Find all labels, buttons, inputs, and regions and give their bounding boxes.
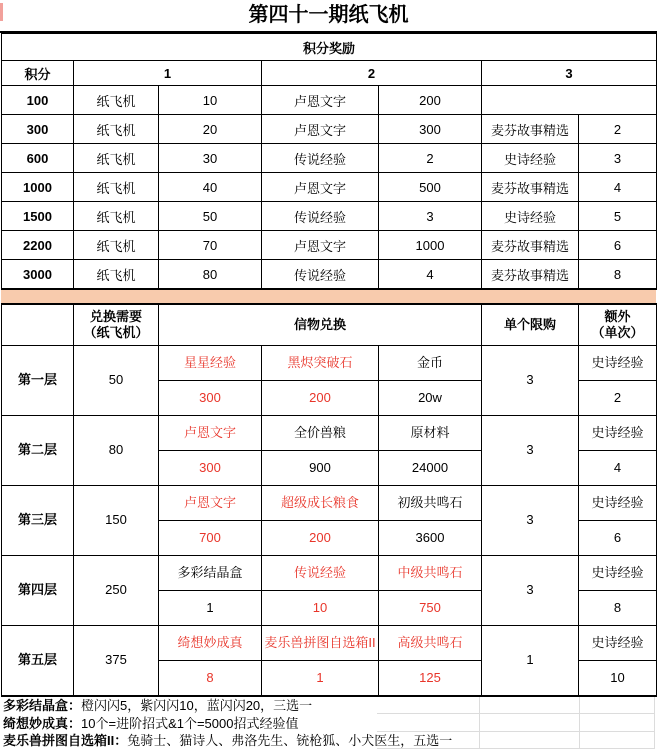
item-cell: 麦芬故事精选 <box>482 260 579 290</box>
qty-cell: 30 <box>159 144 262 173</box>
red-mark-left <box>0 3 3 21</box>
tier-row-names <box>2 416 657 451</box>
tier-cell: 第五层 <box>2 626 74 697</box>
limit-cell: 3 <box>482 416 579 486</box>
qty-cell: 3 <box>579 144 657 173</box>
limit-cell: 1 <box>482 626 579 697</box>
rewards-table <box>1 33 657 290</box>
page-title: 第四十一期纸飞机 <box>0 0 657 33</box>
item-qty-cell: 1 <box>262 661 379 697</box>
item-qty-cell: 200 <box>262 381 379 416</box>
tier-cell: 第一层 <box>2 346 74 416</box>
qty-cell: 500 <box>379 173 482 202</box>
item-cell: 纸飞机 <box>74 202 159 231</box>
item-cell: 麦芬故事精选 <box>482 231 579 260</box>
need-cell: 80 <box>74 416 159 486</box>
qty-cell: 4 <box>579 173 657 202</box>
limit-header: 单个限购 <box>482 304 579 346</box>
qty-cell: 70 <box>159 231 262 260</box>
item-cell: 纸飞机 <box>74 231 159 260</box>
empty-gridlines <box>377 697 655 749</box>
extra-name-cell: 史诗经验 <box>579 626 657 661</box>
need-header-line1: 兑换需要 <box>89 308 142 324</box>
item-name-cell: 卢恩文字 <box>159 486 262 521</box>
item-cell: 史诗经验 <box>482 202 579 231</box>
score-cell: 1000 <box>2 173 74 202</box>
item-qty-cell: 20w <box>379 381 482 416</box>
separator-band <box>1 290 656 303</box>
rewards-section-title: 积分奖励 <box>2 34 657 61</box>
item-qty-cell: 900 <box>262 451 379 486</box>
need-header-line2: （纸飞机） <box>83 325 149 340</box>
item-cell: 传说经验 <box>262 144 379 173</box>
item-name-cell: 绮想妙成真 <box>159 626 262 661</box>
tier-cell: 第三层 <box>2 486 74 556</box>
need-cell: 50 <box>74 346 159 416</box>
col-header-1: 1 <box>74 61 262 86</box>
limit-cell: 3 <box>482 556 579 626</box>
qty-cell: 1000 <box>379 231 482 260</box>
extra-name-cell: 史诗经验 <box>579 486 657 521</box>
rewards-row <box>2 202 657 231</box>
item-cell: 纸飞机 <box>74 260 159 290</box>
score-cell: 2200 <box>2 231 74 260</box>
extra-header <box>579 304 657 346</box>
footnote-label: 绮想妙成真： <box>3 715 82 731</box>
footnote-label: 麦乐兽拼图自选箱II： <box>3 733 128 749</box>
item-qty-cell: 300 <box>159 451 262 486</box>
score-cell: 1500 <box>2 202 74 231</box>
item-name-cell: 麦乐兽拼图自选箱II <box>262 626 379 661</box>
extra-qty-cell: 10 <box>579 661 657 697</box>
item-name-cell: 原材料 <box>379 416 482 451</box>
extra-name-cell: 史诗经验 <box>579 346 657 381</box>
tier-cell: 第二层 <box>2 416 74 486</box>
score-cell: 600 <box>2 144 74 173</box>
qty-cell: 300 <box>379 115 482 144</box>
item-qty-cell: 3600 <box>379 521 482 556</box>
item-qty-cell: 700 <box>159 521 262 556</box>
qty-cell: 20 <box>159 115 262 144</box>
need-cell: 150 <box>74 486 159 556</box>
item-qty-cell: 750 <box>379 591 482 626</box>
footnote-text: 橙闪闪5，紫闪闪10，蓝闪闪20，三选一 <box>81 698 313 713</box>
need-cell: 250 <box>74 556 159 626</box>
qty-cell: 200 <box>379 86 482 115</box>
rewards-row <box>2 173 657 202</box>
extra-header-line2: （单次） <box>591 325 644 340</box>
item-cell: 麦芬故事精选 <box>482 173 579 202</box>
tier-row-names <box>2 486 657 521</box>
footnote-label: 多彩结晶盒： <box>3 698 82 713</box>
col-header-2: 2 <box>262 61 482 86</box>
limit-cell: 3 <box>482 486 579 556</box>
rewards-row <box>2 260 657 290</box>
tier-row-names <box>2 626 657 661</box>
qty-cell: 50 <box>159 202 262 231</box>
rewards-row <box>2 144 657 173</box>
col-header-score: 积分 <box>2 61 74 86</box>
item-qty-cell: 200 <box>262 521 379 556</box>
item-name-cell: 星星经验 <box>159 346 262 381</box>
item-name-cell: 高级共鸣石 <box>379 626 482 661</box>
tier-row-names <box>2 346 657 381</box>
empty-cell <box>482 86 657 115</box>
qty-cell: 2 <box>379 144 482 173</box>
need-header <box>74 304 159 346</box>
rewards-row <box>2 86 657 115</box>
items-header: 信物兑换 <box>159 304 482 346</box>
item-cell: 纸飞机 <box>74 173 159 202</box>
item-cell: 卢恩文字 <box>262 86 379 115</box>
item-name-cell: 超级成长粮食 <box>262 486 379 521</box>
qty-cell: 4 <box>379 260 482 290</box>
item-cell: 卢恩文字 <box>262 173 379 202</box>
extra-name-cell: 史诗经验 <box>579 556 657 591</box>
item-name-cell: 黑烬突破石 <box>262 346 379 381</box>
item-qty-cell: 10 <box>262 591 379 626</box>
footnote-text: 兔骑士、猫诗人、弗洛先生、铳枪狐、小犬医生，五选一 <box>127 733 453 749</box>
item-cell: 纸飞机 <box>74 144 159 173</box>
item-name-cell: 卢恩文字 <box>159 416 262 451</box>
item-cell: 纸飞机 <box>74 86 159 115</box>
item-qty-cell: 24000 <box>379 451 482 486</box>
qty-cell: 8 <box>579 260 657 290</box>
item-name-cell: 金币 <box>379 346 482 381</box>
extra-name-cell: 史诗经验 <box>579 416 657 451</box>
qty-cell: 40 <box>159 173 262 202</box>
qty-cell: 6 <box>579 231 657 260</box>
item-name-cell: 初级共鸣石 <box>379 486 482 521</box>
item-cell: 传说经验 <box>262 260 379 290</box>
score-cell: 3000 <box>2 260 74 290</box>
exchange-table <box>1 303 657 697</box>
extra-header-line1: 额外 <box>604 308 631 324</box>
item-cell: 麦芬故事精选 <box>482 115 579 144</box>
item-qty-cell: 8 <box>159 661 262 697</box>
extra-qty-cell: 4 <box>579 451 657 486</box>
item-cell: 卢恩文字 <box>262 115 379 144</box>
extra-qty-cell: 6 <box>579 521 657 556</box>
tier-row-names <box>2 556 657 591</box>
empty-header-cell <box>2 304 74 346</box>
rewards-row <box>2 115 657 144</box>
item-name-cell: 多彩结晶盒 <box>159 556 262 591</box>
need-cell: 375 <box>74 626 159 697</box>
rewards-row <box>2 231 657 260</box>
item-name-cell: 中级共鸣石 <box>379 556 482 591</box>
qty-cell: 3 <box>379 202 482 231</box>
item-cell: 史诗经验 <box>482 144 579 173</box>
score-cell: 300 <box>2 115 74 144</box>
limit-cell: 3 <box>482 346 579 416</box>
item-name-cell: 全价兽粮 <box>262 416 379 451</box>
item-cell: 纸飞机 <box>74 115 159 144</box>
item-qty-cell: 125 <box>379 661 482 697</box>
item-name-cell: 传说经验 <box>262 556 379 591</box>
qty-cell: 2 <box>579 115 657 144</box>
item-qty-cell: 300 <box>159 381 262 416</box>
extra-qty-cell: 2 <box>579 381 657 416</box>
qty-cell: 80 <box>159 260 262 290</box>
qty-cell: 10 <box>159 86 262 115</box>
qty-cell: 5 <box>579 202 657 231</box>
col-header-3: 3 <box>482 61 657 86</box>
item-cell: 卢恩文字 <box>262 231 379 260</box>
item-cell: 传说经验 <box>262 202 379 231</box>
tier-cell: 第四层 <box>2 556 74 626</box>
extra-qty-cell: 8 <box>579 591 657 626</box>
footnote-text: 10个=进阶招式&1个=5000招式经验值 <box>81 715 299 731</box>
item-qty-cell: 1 <box>159 591 262 626</box>
score-cell: 100 <box>2 86 74 115</box>
footnotes <box>0 697 657 750</box>
